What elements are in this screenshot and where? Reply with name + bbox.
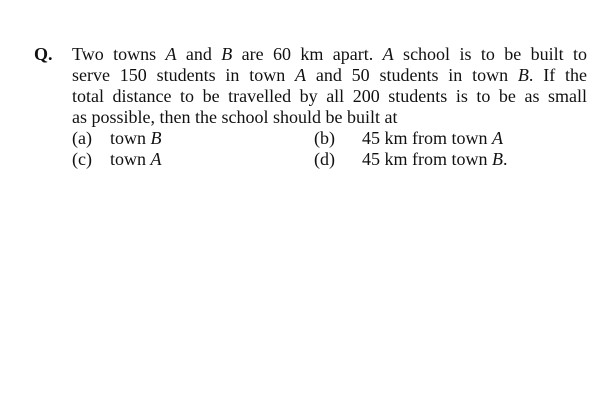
option-b[interactable] [314, 128, 503, 149]
option-d[interactable] [314, 149, 508, 170]
option-a-label: (a) [72, 128, 92, 148]
option-a[interactable] [72, 128, 162, 149]
option-c[interactable] [72, 149, 162, 170]
question-line-4: as possible, then the school should be built at [72, 107, 398, 127]
option-d-label: (d) [314, 149, 335, 169]
question-label: Q. [34, 44, 53, 64]
option-a-text: town B [110, 128, 162, 148]
option-b-text: 45 km from town A [362, 128, 503, 148]
option-c-text: town A [110, 149, 162, 169]
question-text [72, 44, 587, 128]
question-line-1: Two towns A and B are 60 km apart. A school is to be built to [72, 44, 587, 64]
option-c-label: (c) [72, 149, 92, 169]
question-line-3: total distance to be travelled by all 200 students is to be as small [72, 86, 587, 106]
option-b-label: (b) [314, 128, 335, 148]
question-line-2: serve 150 students in town A and 50 students in town B. If the [72, 65, 587, 85]
option-d-text: 45 km from town B. [362, 149, 508, 169]
